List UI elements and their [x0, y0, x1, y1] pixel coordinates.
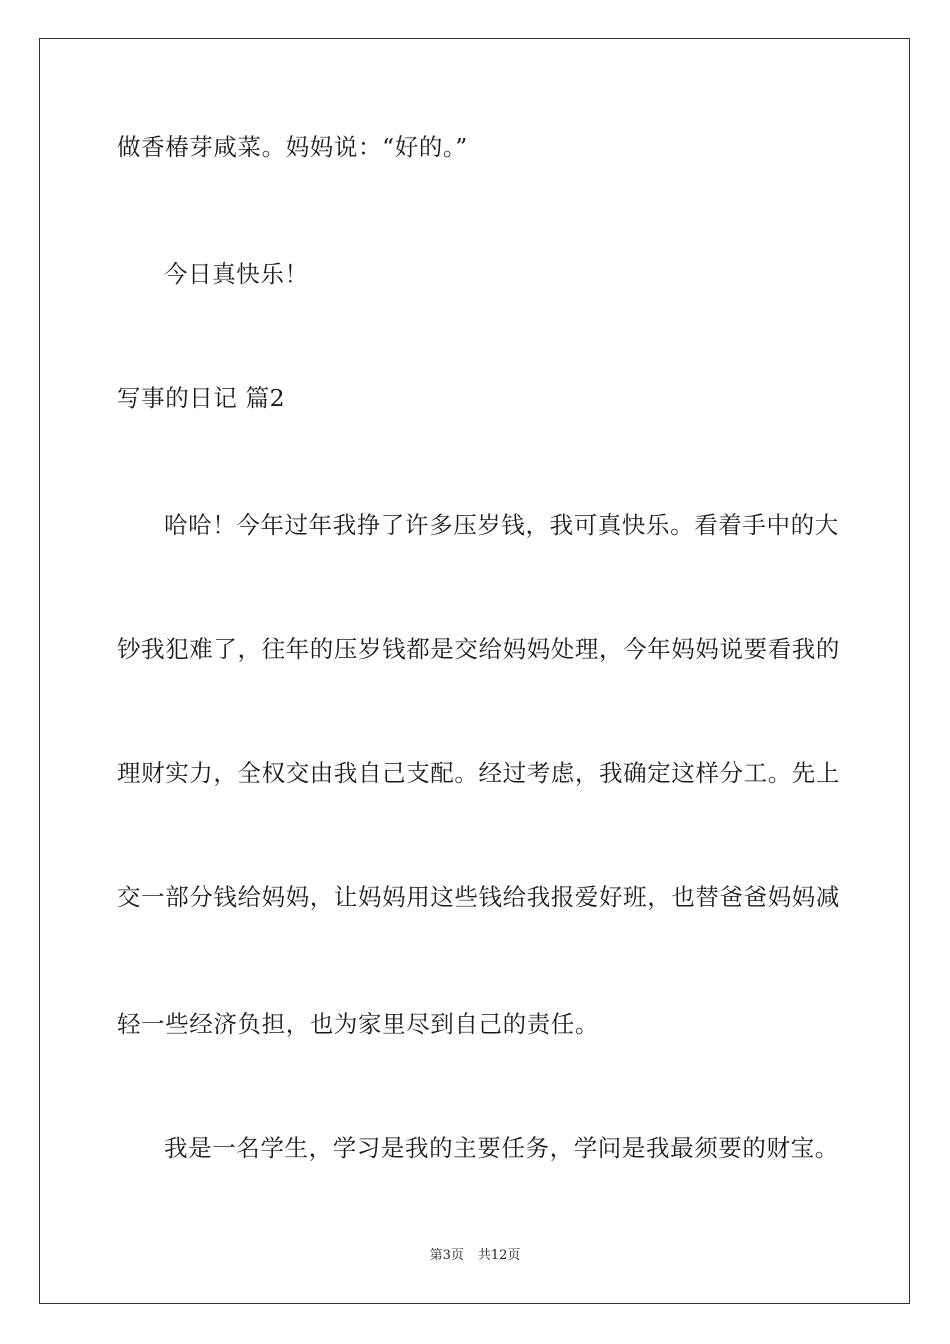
text-line-9: 我是一名学生，学习是我的主要任务，学问是我最须要的财宝。 [164, 1134, 839, 1162]
page-footer [0, 1247, 950, 1265]
text-line-1: 做香椿芽咸菜。妈妈说：“好的。” [117, 133, 468, 161]
page-total: 共12页 [477, 1248, 521, 1263]
text-line-7: 交一部分钱给妈妈，让妈妈用这些钱给我报爱好班，也替爸爸妈妈减 [117, 883, 840, 911]
text-line-2: 今日真快乐！ [164, 260, 309, 288]
section-heading: 写事的日记 篇2 [117, 384, 286, 412]
page-number: 第3页 [429, 1248, 464, 1263]
text-line-8: 轻一些经济负担，也为家里尽到自己的责任。 [117, 1010, 599, 1038]
page-border [39, 38, 910, 1304]
text-line-4: 哈哈！今年过年我挣了许多压岁钱，我可真快乐。看着手中的大 [164, 511, 839, 539]
text-line-5: 钞我犯难了，往年的压岁钱都是交给妈妈处理，今年妈妈说要看我的 [117, 635, 840, 663]
text-line-6: 理财实力，全权交由我自己支配。经过考虑，我确定这样分工。先上 [117, 759, 840, 787]
